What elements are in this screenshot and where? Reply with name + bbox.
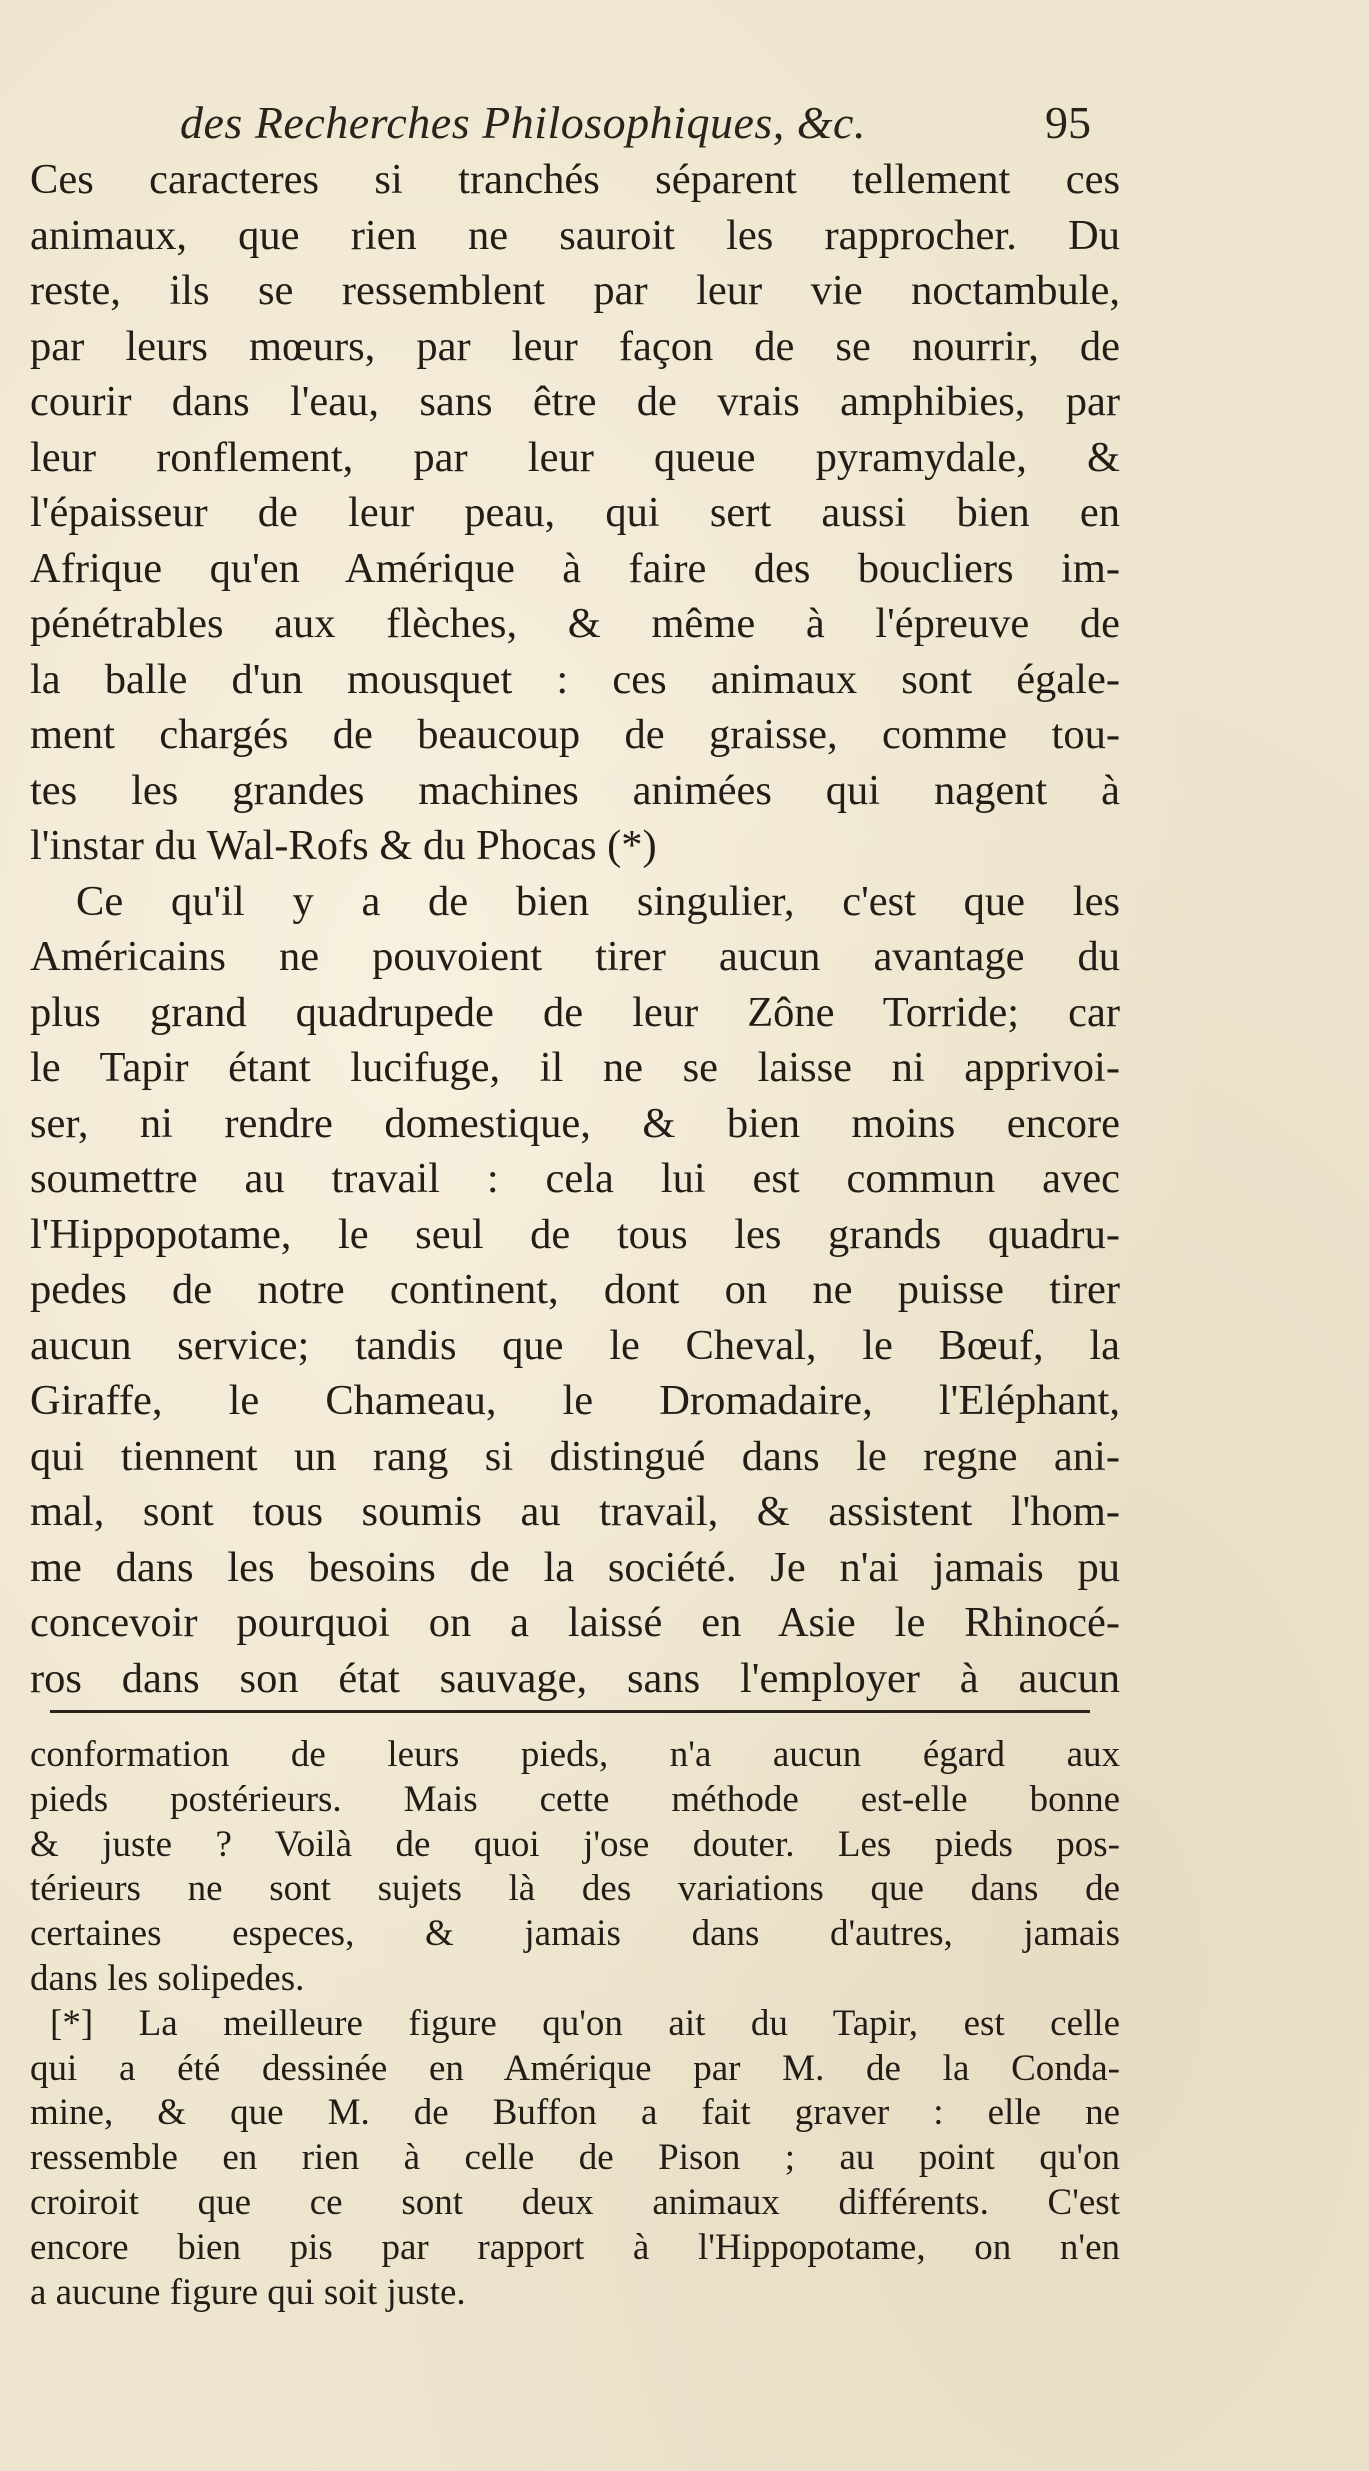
footnote-line: mine, & que M. de Buffon a fait graver : elle ne (30, 2092, 1120, 2134)
main-text-block (30, 152, 1120, 1706)
footnote-line: certaines especes, & jamais dans d'autres, jamais (30, 1913, 1120, 1955)
running-head: des Recherches Philosophiques, &c. (180, 97, 866, 148)
footnote-line: qui a été dessinée en Amérique par M. de la Conda- (30, 2047, 1120, 2089)
text-line: Américains ne pouvoient tirer aucun avantage du (30, 933, 1120, 980)
footnote-line: térieurs ne sont sujets là des variations que dans de (30, 1868, 1120, 1910)
text-line: l'épaisseur de leur peau, qui sert aussi bien en (30, 489, 1120, 536)
text-line: qui tiennent un rang si distingué dans le regne ani- (30, 1432, 1120, 1480)
text-line: leur ronflement, par leur queue pyramydale, & (30, 433, 1120, 481)
footnote-line: [*] La meilleure figure qu'on ait du Tapir, est celle (50, 2002, 1120, 2044)
text-line: courir dans l'eau, sans être de vrais amphibies, par (30, 378, 1120, 425)
footnote-line: conformation de leurs pieds, n'a aucun égard aux (30, 1734, 1120, 1775)
text-line: pedes de notre continent, dont on ne puisse tirer (30, 1266, 1120, 1313)
text-line: aucun service; tandis que le Cheval, le Bœuf, la (30, 1321, 1120, 1369)
text-line: Afrique qu'en Amérique à faire des boucliers im- (30, 544, 1120, 592)
text-line: me dans les besoins de la société. Je n'ai jamais pu (30, 1543, 1120, 1591)
text-line: ros dans son état sauvage, sans l'employer à aucun (30, 1654, 1120, 1702)
text-line: l'instar du Wal-Rofs & du Phocas (*) (30, 822, 657, 869)
footnote-star (30, 2002, 1120, 2316)
text-line: Ce qu'il y a de bien singulier, c'est que les (76, 877, 1120, 925)
text-line: ser, ni rendre domestique, & bien moins encore (30, 1099, 1120, 1147)
footnote-line: dans les solipedes. (30, 1957, 305, 1999)
footnote-rule (50, 1710, 1090, 1713)
text-line: soumettre au travail : cela lui est commun avec (30, 1155, 1120, 1202)
footnote-line: a aucune figure qui soit juste. (30, 2271, 466, 2313)
footnote-line: pieds postérieurs. Mais cette méthode est-elle bonne (30, 1778, 1120, 1820)
page-header (0, 96, 1369, 156)
text-line: le Tapir étant lucifuge, il ne se laisse ni apprivoi- (30, 1044, 1120, 1091)
footnote-line: & juste ? Voilà de quoi j'ose douter. Les pieds pos- (30, 1823, 1120, 1865)
text-line: reste, ils se ressemblent par leur vie noctambule, (30, 267, 1120, 314)
footnote-line: croiroit que ce sont deux animaux différents. C'est (30, 2181, 1120, 2223)
text-line: plus grand quadrupede de leur Zône Torride; car (30, 988, 1120, 1036)
footnote-line: ressemble en rien à celle de Pison ; au point qu'on (30, 2137, 1120, 2179)
page-number: 95 (1045, 97, 1091, 148)
footnote-continuation (30, 1733, 1120, 2002)
text-line: la balle d'un mousquet : ces animaux sont égale- (30, 655, 1120, 703)
footnote-line: encore bien pis par rapport à l'Hippopotame, on n'en (30, 2226, 1120, 2268)
text-line: Ces caracteres si tranchés séparent tellement ces (30, 156, 1120, 203)
text-line: ment chargés de beaucoup de graisse, comme tou- (30, 711, 1120, 758)
text-line: concevoir pourquoi on a laissé en Asie le Rhinocé- (30, 1599, 1120, 1646)
text-line: pénétrables aux flèches, & même à l'épreuve de (30, 600, 1120, 647)
text-line: tes les grandes machines animées qui nagent à (30, 766, 1120, 814)
text-line: mal, sont tous soumis au travail, & assistent l'hom- (30, 1488, 1120, 1535)
text-line: l'Hippopotame, le seul de tous les grands quadru- (30, 1210, 1120, 1258)
footnotes-block (30, 1733, 1120, 2315)
text-line: par leurs mœurs, par leur façon de se nourrir, de (30, 322, 1120, 370)
text-line: Giraffe, le Chameau, le Dromadaire, l'Eléphant, (30, 1377, 1120, 1424)
text-line: animaux, que rien ne sauroit les rapprocher. Du (30, 211, 1120, 259)
